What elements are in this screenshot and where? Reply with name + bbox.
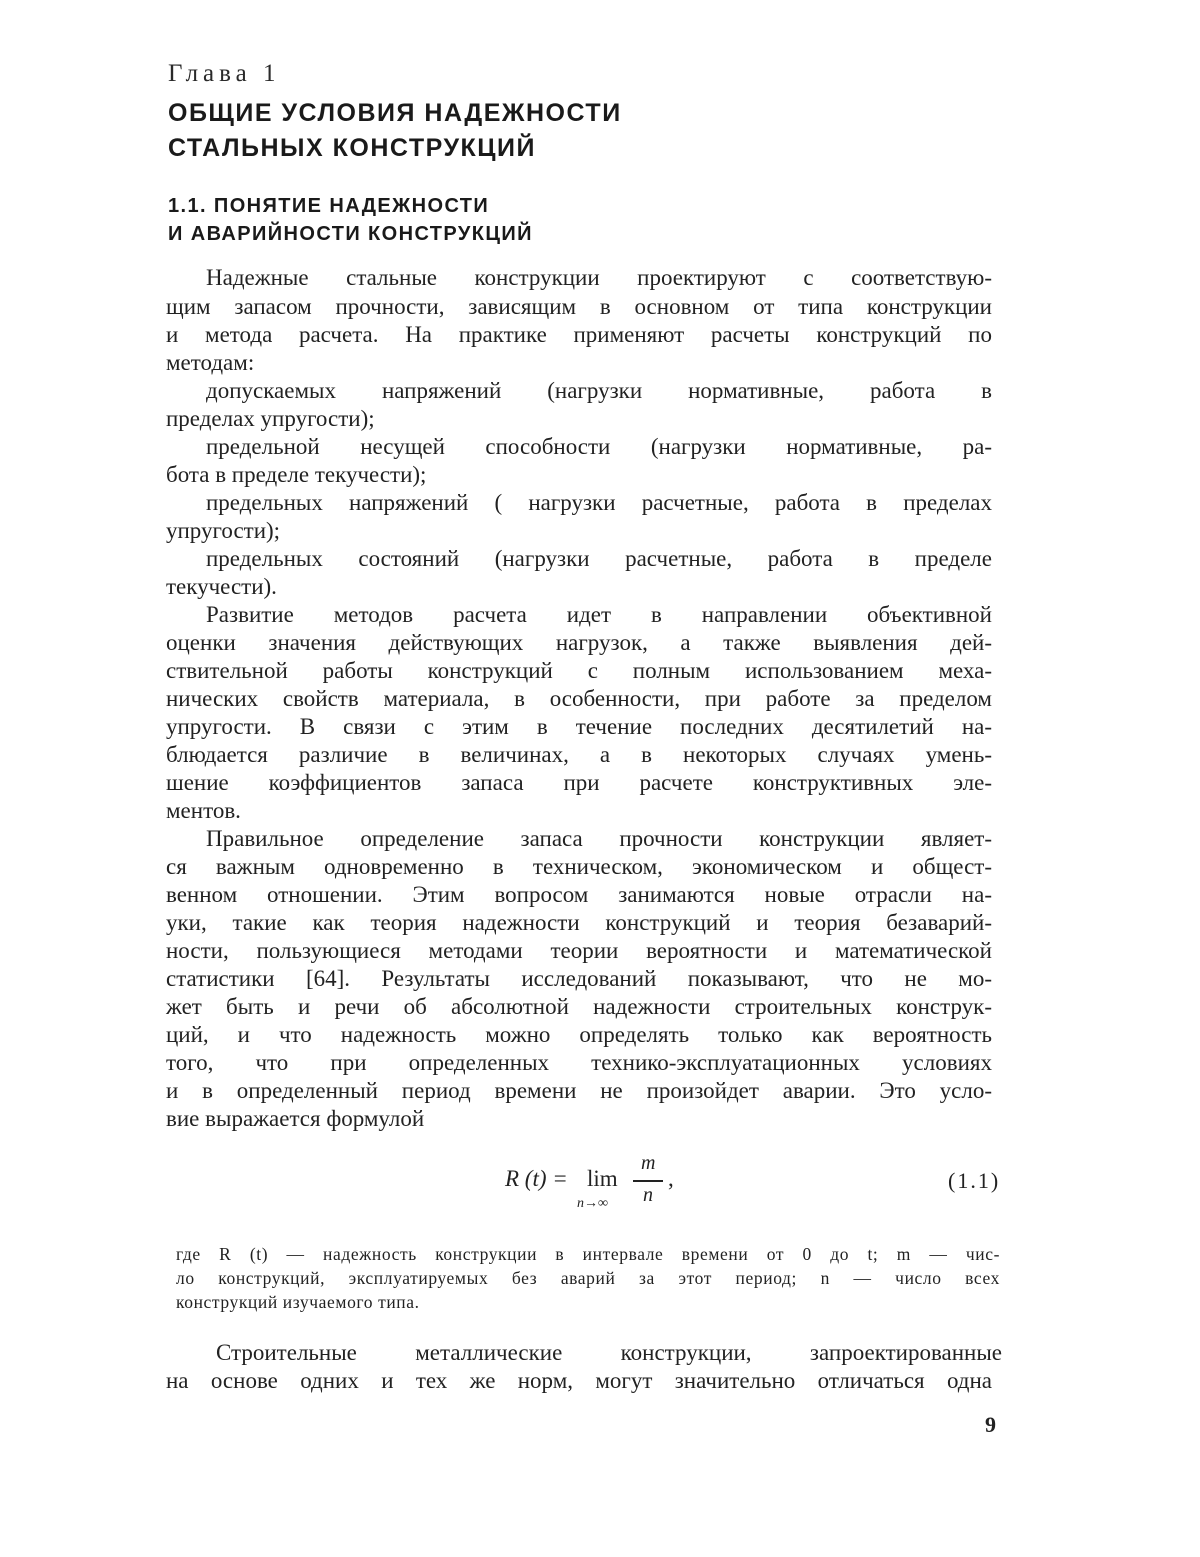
body-line: Развитие методов расчета идет в направлении объективной <box>206 602 992 627</box>
section-title <box>168 192 533 248</box>
body-line: ствительной работы конструкций с полным использованием меха- <box>166 658 992 683</box>
body-line: и метода расчета. На практике применяют расчеты конструкций по <box>166 322 992 347</box>
note-line: конструкций изучаемого типа. <box>176 1292 420 1312</box>
body-line: ся важным одновременно в техническом, экономическом и общест- <box>166 854 992 879</box>
page-number: 9 <box>985 1412 996 1437</box>
body-line: того, что при определенных технико-эксплуатационных условиях <box>166 1050 992 1075</box>
fraction-bar <box>633 1180 663 1182</box>
body-line: предельных напряжений ( нагрузки расчетные, работа в пределах <box>206 490 992 515</box>
chapter-title <box>168 96 622 166</box>
body-line: предельной несущей способности (нагрузки нормативные, ра- <box>206 434 992 459</box>
equation-number: (1.1) <box>948 1168 1001 1193</box>
body-line: венном отношении. Этим вопросом занимаются новые отрасли на- <box>166 882 992 907</box>
body-line: ности, пользующиеся методами теории вероятности и математической <box>166 938 992 963</box>
section-title-line: 1.1. ПОНЯТИЕ НАДЕЖНОСТИ <box>168 195 490 217</box>
note-line: где R (t) — надежность конструкции в интервале времени от 0 до t; m — чис- <box>176 1244 1000 1264</box>
body-line: нических свойств материала, в особенности, при работе за пределом <box>166 686 992 711</box>
body-line: бота в пределе текучести); <box>166 462 427 487</box>
body-line: жет быть и речи об абсолютной надежности строительных конструк- <box>166 994 992 1019</box>
body-line: статистики [64]. Результаты исследований показывают, что не мо- <box>166 966 992 991</box>
formula-lhs: R (t) = <box>505 1166 568 1191</box>
body-line: Строительные металлические конструкции, запроектированные <box>216 1340 1002 1365</box>
body-line: ций, и что надежность можно определять только как вероятность <box>166 1022 992 1047</box>
body-line: предельных состояний (нагрузки расчетные, работа в пределе <box>206 546 992 571</box>
body-line: вие выражается формулой <box>166 1106 425 1131</box>
formula-subscript: n→∞ <box>577 1196 608 1211</box>
body-line: Надежные стальные конструкции проектируют с соответствую- <box>206 265 992 290</box>
body-line: упругости); <box>166 518 281 543</box>
body-line: текучести). <box>166 574 277 599</box>
body-line: Правильное определение запаса прочности конструкции являет- <box>206 826 992 851</box>
body-line: оценки значения действующих нагрузок, а также выявления дей- <box>166 630 992 655</box>
body-line: на основе одних и тех же норм, могут значительно отличаться одна <box>166 1368 992 1393</box>
body-line: блюдается различие в величинах, а в некоторых случаях умень- <box>166 742 992 767</box>
chapter-title-line: СТАЛЬНЫХ КОНСТРУКЦИЙ <box>168 134 536 162</box>
body-line: уки, такие как теория надежности конструкций и теория безаварий- <box>166 910 992 935</box>
formula-operator: lim <box>587 1166 618 1191</box>
formula-denominator: n <box>643 1184 653 1206</box>
formula-numerator: m <box>641 1152 656 1174</box>
body-line: шение коэффициентов запаса при расчете конструктивных эле- <box>166 770 992 795</box>
note-line: ло конструкций, эксплуатируемых без аварий за этот период; n — число всех <box>176 1268 1000 1288</box>
chapter-label: Глава 1 <box>168 60 281 87</box>
body-line: ментов. <box>166 798 241 823</box>
body-line: щим запасом прочности, зависящим в основном от типа конструкции <box>166 294 992 319</box>
chapter-title-line: ОБЩИЕ УСЛОВИЯ НАДЕЖНОСТИ <box>168 99 622 127</box>
body-line: упругости. В связи с этим в течение последних десятилетий на- <box>166 714 992 739</box>
body-line: методам: <box>166 350 255 375</box>
formula-trailing: , <box>668 1166 674 1191</box>
section-title-line: И АВАРИЙНОСТИ КОНСТРУКЦИЙ <box>168 223 533 245</box>
body-line: пределах упругости); <box>166 406 375 431</box>
body-line: и в определенный период времени не произойдет аварии. Это усло- <box>166 1078 992 1103</box>
body-line: допускаемых напряжений (нагрузки нормативные, работа в <box>206 378 992 403</box>
